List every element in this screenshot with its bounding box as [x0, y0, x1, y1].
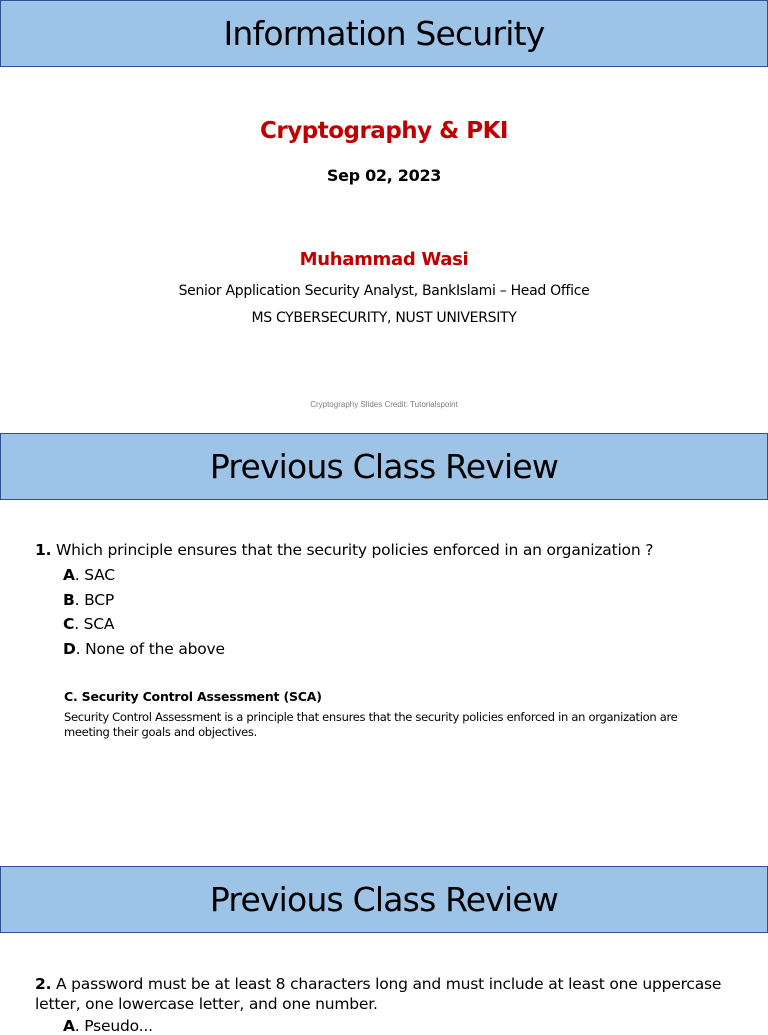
- option-letter: C: [63, 615, 75, 633]
- question-text: Which principle ensures that the security policies enforced in an organization ?: [51, 541, 654, 559]
- question-text: A password must be at least 8 characters long and must include at least one uppercase: [51, 975, 722, 993]
- answer-line-2: meeting their goals and objectives.: [64, 725, 257, 739]
- review-banner-2: [0, 866, 768, 933]
- option-b: [63, 591, 114, 609]
- option-letter: A: [63, 566, 75, 584]
- option-letter: B: [63, 591, 75, 609]
- subtitle: Cryptography & PKI: [260, 118, 508, 144]
- question-2-line-2: letter, one lowercase letter, and one number.: [35, 995, 378, 1013]
- question-1: [35, 541, 653, 559]
- option-letter: D: [63, 640, 76, 658]
- review-title-1: Previous Class Review: [209, 447, 559, 486]
- author-name: Muhammad Wasi: [299, 249, 469, 270]
- option-a: [63, 566, 115, 584]
- slide-title: Information Security: [223, 14, 545, 53]
- option-text: . BCP: [74, 591, 115, 609]
- option-text: . Pseudo...: [74, 1017, 153, 1035]
- author-degree: MS CYBERSECURITY, NUST UNIVERSITY: [251, 310, 517, 326]
- date: Sep 02, 2023: [326, 166, 442, 185]
- option-a-partial: [63, 1017, 153, 1035]
- answer-line-1: Security Control Assessment is a principle that ensures that the security policies enforced in an organization are: [64, 710, 678, 724]
- question-number: 1.: [35, 541, 52, 559]
- review-title-2: Previous Class Review: [209, 880, 559, 919]
- question-2-line-1: [35, 975, 721, 993]
- option-text: . SCA: [74, 615, 115, 633]
- title-banner: [0, 0, 768, 67]
- option-d: [63, 640, 225, 658]
- option-letter: A: [63, 1017, 75, 1035]
- option-text: . None of the above: [75, 640, 225, 658]
- author-role: Senior Application Security Analyst, BankIslami – Head Office: [178, 283, 590, 299]
- review-banner-1: [0, 433, 768, 500]
- option-c: [63, 615, 114, 633]
- answer-title: C. Security Control Assessment (SCA): [64, 689, 322, 704]
- credit-note: Cryptography Slides Credit: Tutorialspoint: [310, 400, 458, 409]
- option-text: . SAC: [74, 566, 115, 584]
- question-number: 2.: [35, 975, 52, 993]
